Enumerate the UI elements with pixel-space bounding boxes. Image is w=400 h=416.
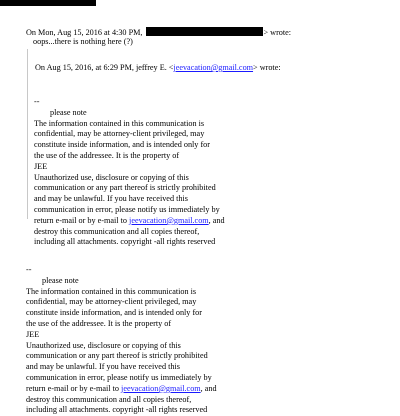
quoted-header: [35, 63, 281, 74]
signature-line: constitute inside information, and is intended only for: [34, 140, 210, 150]
signature-email-link[interactable]: jeevacation@gmail.com: [129, 215, 209, 225]
signature-line: destroy this communication and all copies thereof,: [34, 226, 200, 236]
signature-line: constitute inside information, and is intended only for: [26, 308, 202, 318]
reply-header-suffix: > wrote:: [263, 28, 292, 37]
signature-separator: --: [34, 97, 40, 106]
signature-email-line: [26, 384, 217, 395]
signature-line: destroy this communication and all copies thereof,: [26, 394, 192, 404]
signature-email-prefix: return e-mail or by e-mail to: [34, 215, 130, 225]
signature-separator: --: [26, 265, 32, 274]
reply-header-prefix: On Mon, Aug 15, 2016 at 4:30 PM,: [26, 28, 143, 37]
signature-line: the use of the addressee. It is the property of: [34, 150, 180, 160]
signature-line: confidential, may be attorney-client privileged, may: [34, 129, 205, 139]
signature-line: and may be unlawful. If you have received this: [34, 194, 188, 204]
signature-line: communication in error, please notify us immediately by: [26, 372, 212, 382]
outer-signature: [26, 265, 217, 416]
quoted-header-prefix: On Aug 15, 2016, at 6:29 PM, jeffrey E. <: [35, 63, 174, 72]
signature-line: and may be unlawful. If you have received this: [26, 362, 180, 372]
signature-email-suffix: , and: [200, 383, 217, 393]
signature-line: Unauthorized use, disclosure or copying of this: [26, 340, 181, 350]
signature-line: communication or any part thereof is strictly prohibited: [26, 351, 208, 361]
signature-email-suffix: , and: [208, 215, 225, 225]
quoted-header-suffix: > wrote:: [253, 63, 281, 72]
signature-email-line: [34, 216, 225, 227]
quoted-signature: [34, 97, 225, 248]
signature-line: communication or any part thereof is strictly prohibited: [34, 183, 216, 193]
signature-line: The information contained in this communication is: [26, 286, 197, 296]
signature-line: The information contained in this communication is: [34, 118, 205, 128]
redacted-sender: [146, 27, 263, 36]
signature-line: Unauthorized use, disclosure or copying of this: [34, 172, 189, 182]
signature-line: communication in error, please notify us immediately by: [34, 204, 220, 214]
signature-email-prefix: return e-mail or by e-mail to: [26, 383, 122, 393]
top-redaction-bar: [0, 0, 96, 6]
signature-line: the use of the addressee. It is the property of: [26, 318, 172, 328]
signature-line: JEE: [26, 329, 40, 339]
quoted-email-link[interactable]: jeevacation@gmail.com: [173, 63, 254, 72]
signature-line: confidential, may be attorney-client privileged, may: [26, 297, 197, 307]
signature-line: including all attachments. copyright -all rights reserved: [26, 405, 208, 415]
signature-email-link[interactable]: jeevacation@gmail.com: [121, 383, 201, 393]
signature-note: please note: [42, 275, 79, 285]
signature-line: including all attachments. copyright -all rights reserved: [34, 237, 216, 247]
signature-note: please note: [50, 107, 87, 117]
quote-bar: [27, 49, 28, 219]
reply-body: oops...there is nothing here (?): [33, 37, 133, 46]
signature-line: JEE: [34, 161, 48, 171]
